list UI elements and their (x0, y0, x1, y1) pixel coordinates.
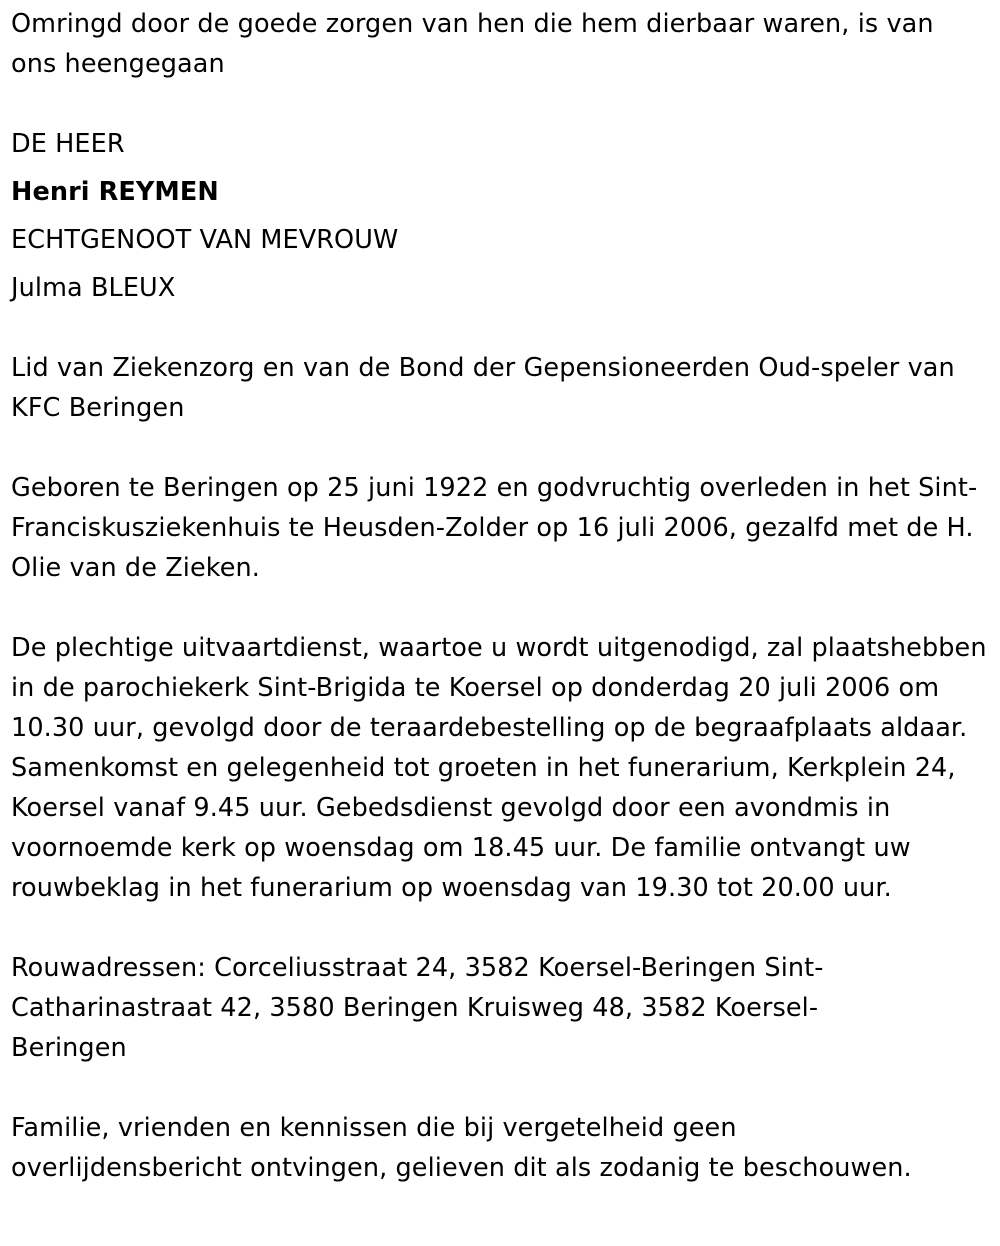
spacer (11, 84, 991, 124)
funeral-text: De plechtige uitvaartdienst, waartoe u wordt uitgenodigd, zal plaatshebben in de parochiekerk Sint-Brigida te Koersel op donderdag 20 juli 2006 om 10.30 uur, gevolgd door de teraardebestelling op de begraafplaats aldaar. Samenkomst en gelegenheid tot groeten in het funerarium, Kerkplein 24, Koersel vanaf 9.45 uur. Gebedsdienst gevolgd door een avondmis in voornoemde kerk op woensdag om 18.45 uur. De familie ontvangt uw rouwbeklag in het funerarium op woensdag van 19.30 tot 20.00 uur. (11, 633, 987, 903)
death-notice (11, 4, 991, 1188)
intro-text: Omringd door de goede zorgen van hen die hem dierbaar waren, is van ons heengegaan (11, 9, 934, 79)
spacer (11, 428, 991, 468)
spouse-name: Julma BLEUX (11, 273, 176, 303)
deceased-name: Henri REYMEN (11, 177, 219, 207)
spacer (11, 1068, 991, 1108)
spacer (11, 588, 991, 628)
memberships-text: Lid van Ziekenzorg en van de Bond der Gepensioneerden Oud-speler van KFC Beringen (11, 353, 955, 423)
spacer (11, 308, 991, 348)
closing-text: Familie, vrienden en kennissen die bij vergetelheid geen overlijdensbericht ontvingen, gelieven dit als zodanig te beschouwen. (11, 1113, 912, 1183)
addresses-text: Rouwadressen: Corceliusstraat 24, 3582 Koersel-Beringen Sint-Catharinastraat 42, 3580 Beringen Kruisweg 48, 3582 Koersel-Beringen (11, 953, 824, 1063)
title-prefix: DE HEER (11, 129, 125, 159)
birth-death-text: Geboren te Beringen op 25 juni 1922 en godvruchtig overleden in het Sint-Franciskusziekenhuis te Heusden-Zolder op 16 juli 2006, gezalfd met de H. Olie van de Zieken. (11, 473, 978, 583)
spacer (11, 908, 991, 948)
spouse-label: ECHTGENOOT VAN MEVROUW (11, 225, 399, 255)
